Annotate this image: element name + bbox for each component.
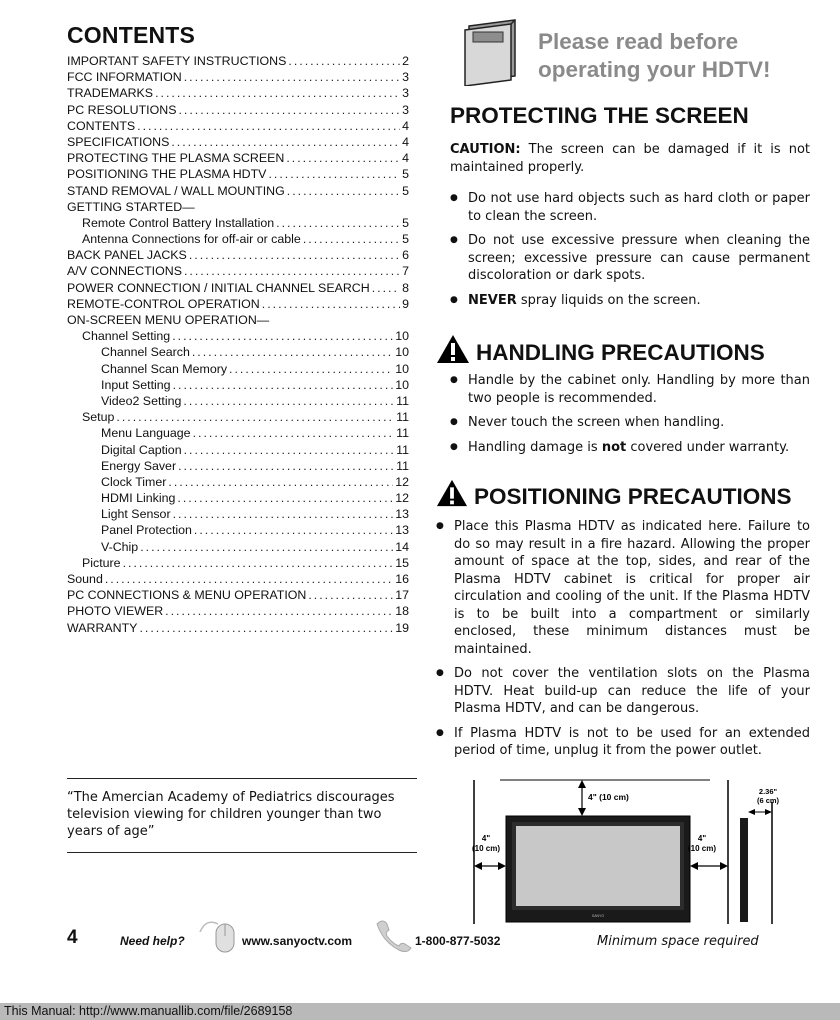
toc-leader — [194, 522, 393, 538]
toc-page-number: 4 — [402, 118, 409, 133]
toc-entry-title: A/V CONNECTIONS — [67, 264, 182, 279]
handling-b3-post: covered under warranty. — [626, 439, 790, 455]
rear-clearance-label-a: 2.36" — [758, 787, 778, 796]
positioning-section — [436, 478, 810, 767]
toc-leader — [183, 393, 394, 409]
toc-entry-title: Remote Control Battery Installation — [82, 215, 275, 230]
toc-entry — [67, 85, 409, 101]
toc-page-number: 11 — [396, 426, 409, 441]
toc-leader — [171, 134, 400, 150]
toc-entry-title: CONTENTS — [67, 118, 136, 133]
toc-entry-title: REMOTE-CONTROL OPERATION — [67, 296, 260, 311]
toc-page-number: 10 — [395, 329, 409, 344]
toc-page-number: 4 — [402, 134, 409, 149]
warning-icon — [436, 478, 468, 508]
toc-entry — [67, 409, 409, 425]
positioning-title — [436, 478, 810, 510]
toc-entry — [67, 361, 409, 377]
toc-page-number: 12 — [395, 474, 409, 489]
left-clearance-label-b: (10 cm) — [471, 844, 501, 853]
toc-entry — [67, 150, 409, 166]
toc-entry-title: HDMI Linking — [101, 491, 176, 506]
toc-entry-title: Antenna Connections for off-air or cable — [82, 232, 301, 247]
toc-entry-title: V-Chip — [101, 539, 139, 554]
list-item: ● Do not use excessive pressure when cleaning the screen; excessive pressure can cause permanent discoloration or dark spots. — [450, 232, 810, 285]
toc-entry-title: PROTECTING THE PLASMA SCREEN — [67, 151, 285, 166]
toc-leader — [372, 280, 400, 296]
toc-entry-title: Channel Search — [101, 345, 190, 360]
top-clearance-label: 4" (10 cm) — [588, 792, 629, 802]
toc-entry — [67, 442, 409, 458]
toc-entry — [67, 263, 409, 279]
toc-leader — [287, 183, 400, 199]
toc-entry-title: WARRANTY — [67, 620, 138, 635]
toc-page-number: 5 — [402, 183, 409, 198]
toc-leader — [168, 474, 393, 490]
website-link[interactable]: www.sanyoctv.com — [242, 934, 353, 948]
toc-entry — [67, 215, 409, 231]
diagram-caption: Minimum space required — [597, 934, 759, 949]
read-header-line1: Please read before — [538, 29, 739, 54]
toc-leader — [123, 555, 394, 571]
toc-leader — [105, 571, 393, 587]
toc-entry — [67, 506, 409, 522]
positioning-title-text: POSITIONING PRECAUTIONS — [474, 484, 792, 509]
mouse-icon — [198, 916, 242, 954]
read-before-header — [538, 28, 771, 84]
toc-entry-title: Channel Setting — [82, 329, 171, 344]
list-item: ● Do not cover the ventilation slots on the Plasma HDTV. Heat build-up can reduce the life of your Plasma HDTV, and can be dangerous. — [436, 665, 810, 718]
toc-page-number: 19 — [395, 620, 409, 635]
toc-entry — [67, 328, 409, 344]
protect-bullets — [450, 190, 810, 309]
list-item: ● Place this Plasma HDTV as indicated here. Failure to do so may result in a fire hazard. Allowing the proper amount of space at the top, sides, and rear of the Plasma HDTV cabinet is critical for proper air circulation and cooling of the unit. If the Plasma HDTV is to be built into a compartment or similarly enclosed, these minimum distances must be maintained. — [436, 518, 810, 658]
toc-entry — [67, 118, 409, 134]
clearance-diagram — [470, 778, 790, 926]
contents-section — [67, 22, 409, 636]
toc-entry — [67, 231, 409, 247]
toc-entry — [67, 522, 409, 538]
toc-leader — [229, 361, 393, 377]
toc-entry-title: Channel Scan Memory — [101, 361, 228, 376]
toc-entry — [67, 183, 409, 199]
toc-entry — [67, 312, 409, 328]
toc-leader — [192, 344, 393, 360]
handling-section — [436, 334, 810, 463]
toc-entry — [67, 393, 409, 409]
toc-entry — [67, 474, 409, 490]
rear-clearance-label-b: (6 cm) — [756, 796, 780, 805]
toc-entry-title: PC CONNECTIONS & MENU OPERATION — [67, 588, 307, 603]
toc-page-number: 11 — [396, 442, 409, 457]
toc-entry — [67, 53, 409, 69]
toc-leader — [178, 458, 394, 474]
toc-entry-title: Input Setting — [101, 377, 171, 392]
warning-icon — [436, 334, 470, 364]
handling-b3-bold: not — [601, 439, 627, 455]
toc-entry — [67, 280, 409, 296]
left-clearance-label-a: 4" — [481, 834, 491, 843]
toc-entry-title: Sound — [67, 572, 103, 586]
toc-page-number: 10 — [395, 377, 409, 392]
toc-entry-title: STAND REMOVAL / WALL MOUNTING — [67, 183, 285, 198]
toc-entry — [67, 458, 409, 474]
toc-leader — [177, 490, 393, 506]
toc-leader — [303, 231, 400, 247]
toc-entry-title: Panel Protection — [101, 523, 192, 538]
toc-entry — [67, 490, 409, 506]
caution-text: The screen can be damaged if it is not maintained properly. — [450, 142, 810, 175]
toc-leader — [178, 102, 400, 118]
toc-entry — [67, 603, 409, 619]
toc-leader — [276, 215, 400, 231]
toc-entry — [67, 555, 409, 571]
toc-entry — [67, 425, 409, 441]
toc-entry-title: Video2 Setting — [101, 393, 182, 408]
toc-entry-title: Light Sensor — [101, 507, 171, 522]
toc-page-number: 6 — [402, 248, 409, 263]
list-item: ● Never touch the screen when handling. — [450, 414, 810, 432]
toc-entry-title: GETTING STARTED— — [67, 199, 195, 214]
toc-entry-title: Clock Timer — [101, 474, 167, 489]
toc-entry-title: ON-SCREEN MENU OPERATION— — [67, 313, 270, 327]
toc-entry — [67, 296, 409, 312]
toc-entry — [67, 102, 409, 118]
handling-title — [436, 334, 810, 366]
toc-page-number: 7 — [402, 264, 409, 279]
toc-entry-title: TRADEMARKS — [67, 86, 154, 101]
toc-leader — [173, 506, 394, 522]
toc-page-number: 8 — [402, 280, 409, 295]
toc-page-number: 5 — [402, 215, 409, 230]
caution-label: CAUTION: — [450, 142, 521, 157]
toc-page-number: 17 — [395, 588, 409, 603]
never-bold: NEVER — [468, 292, 517, 308]
toc-entry — [67, 344, 409, 360]
manual-source-bar: This Manual: http://www.manuallib.com/file/2689158 — [0, 1003, 840, 1020]
protecting-section — [450, 103, 810, 316]
toc-entry — [67, 134, 409, 150]
toc-entry — [67, 539, 409, 555]
toc-entry-title: SPECIFICATIONS — [67, 134, 170, 149]
toc-leader — [165, 603, 393, 619]
toc-entry-title: FCC INFORMATION — [67, 70, 182, 85]
toc-leader — [140, 539, 393, 555]
toc-page-number: 5 — [402, 167, 409, 182]
toc-page-number: 2 — [402, 54, 409, 68]
toc-entry-title: POSITIONING THE PLASMA HDTV — [67, 167, 267, 182]
phone-icon — [373, 918, 413, 952]
toc-leader — [308, 587, 393, 603]
toc-entry-title: Menu Language — [101, 426, 191, 441]
toc-leader — [172, 328, 393, 344]
book-icon — [463, 18, 523, 86]
toc-page-number: 11 — [396, 410, 409, 425]
toc-entry-title: Digital Caption — [101, 442, 182, 457]
list-item — [450, 292, 810, 310]
toc-leader — [184, 69, 400, 85]
toc-entry-title: PHOTO VIEWER — [67, 604, 164, 619]
toc-leader — [155, 85, 400, 101]
positioning-bullets — [436, 518, 810, 760]
toc-leader — [116, 409, 394, 425]
toc-entry — [67, 247, 409, 263]
toc-leader — [189, 247, 400, 263]
toc-leader — [139, 620, 393, 636]
need-help-label: Need help? — [120, 934, 185, 948]
toc-entry — [67, 587, 409, 603]
handling-title-text: HANDLING PRECAUTIONS — [476, 340, 765, 365]
toc-page-number: 10 — [395, 345, 409, 360]
page-number: 4 — [67, 927, 78, 948]
toc-page-number: 5 — [402, 232, 409, 247]
page-footer — [67, 927, 787, 954]
toc-page-number: 10 — [395, 361, 409, 376]
toc-entry — [67, 199, 409, 215]
toc-entry-title: Picture — [82, 555, 121, 570]
handling-bullets — [436, 372, 810, 456]
toc-entry-title: IMPORTANT SAFETY INSTRUCTIONS — [67, 54, 287, 68]
toc-leader — [262, 296, 400, 312]
toc-page-number: 16 — [395, 572, 409, 586]
contents-title: CONTENTS — [67, 22, 196, 48]
toc-entry — [67, 69, 409, 85]
list-item — [450, 439, 810, 457]
list-item: ● Do not use hard objects such as hard cloth or paper to clean the screen. — [450, 190, 810, 225]
toc-leader — [193, 425, 395, 441]
table-of-contents — [67, 53, 409, 636]
caution-paragraph — [450, 141, 810, 176]
toc-leader — [184, 442, 395, 458]
protecting-title: PROTECTING THE SCREEN — [450, 103, 749, 128]
toc-page-number: 4 — [402, 151, 409, 166]
pediatrics-quote: “The Amercian Academy of Pediatrics discourages television viewing for children younger than two years of age” — [67, 778, 417, 853]
toc-page-number: 18 — [395, 604, 409, 619]
never-text: spray liquids on the screen. — [516, 292, 701, 308]
toc-leader — [173, 377, 394, 393]
toc-entry — [67, 620, 409, 636]
phone-number: 1-800-877-5032 — [415, 934, 501, 948]
toc-page-number: 13 — [395, 523, 409, 538]
toc-entry-title: Energy Saver — [101, 458, 177, 473]
toc-leader — [268, 166, 400, 182]
toc-entry — [67, 377, 409, 393]
read-header-line2: operating your HDTV! — [538, 57, 771, 82]
toc-entry-title: PC RESOLUTIONS — [67, 102, 177, 117]
toc-page-number: 9 — [402, 296, 409, 311]
toc-page-number: 3 — [402, 70, 409, 85]
toc-page-number: 3 — [402, 86, 409, 101]
right-clearance-label-b: (10 cm) — [687, 844, 717, 853]
toc-page-number: 15 — [395, 555, 409, 570]
tv-brand-label: SANYO — [591, 914, 605, 918]
toc-entry — [67, 166, 409, 182]
toc-leader — [137, 118, 400, 134]
toc-page-number: 3 — [402, 102, 409, 117]
toc-entry-title: Setup — [82, 410, 115, 425]
toc-entry — [67, 571, 409, 587]
right-clearance-label-a: 4" — [697, 834, 707, 843]
toc-entry-title: BACK PANEL JACKS — [67, 248, 187, 263]
list-item: ● If Plasma HDTV is not to be used for an extended period of time, unplug it from the power outlet. — [436, 725, 810, 760]
list-item: ● Handle by the cabinet only. Handling by more than two people is recommended. — [450, 372, 810, 407]
toc-page-number: 12 — [395, 491, 409, 506]
toc-page-number: 13 — [395, 507, 409, 522]
toc-page-number: 11 — [396, 393, 409, 408]
toc-leader — [288, 53, 400, 69]
toc-leader — [184, 263, 400, 279]
toc-page-number: 14 — [395, 539, 409, 554]
handling-b3-pre: Handling damage is — [468, 439, 602, 455]
toc-page-number: 11 — [396, 458, 409, 473]
toc-entry-title: POWER CONNECTION / INITIAL CHANNEL SEARCH — [67, 280, 370, 295]
toc-leader — [286, 150, 400, 166]
